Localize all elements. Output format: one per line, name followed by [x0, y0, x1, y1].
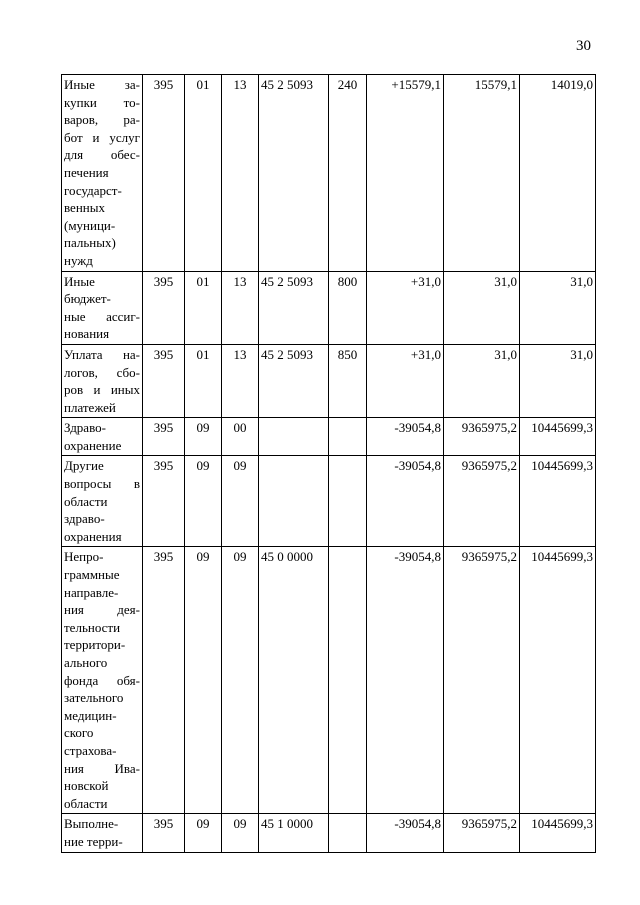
item-name-line: граммные	[64, 567, 120, 583]
item-name-line: ные ассиг-	[64, 308, 140, 324]
amount-year2-cell: 10445699,3	[520, 547, 596, 814]
item-name-line: медицин-	[64, 707, 117, 723]
subsection-cell: 00	[222, 418, 259, 456]
table-row	[62, 344, 596, 417]
budget-table	[61, 74, 596, 853]
item-name-cell	[62, 418, 143, 456]
item-name-line: венных	[64, 200, 105, 216]
change-amount-cell: -39054,8	[367, 547, 444, 814]
subsection-cell: 09	[222, 547, 259, 814]
item-name-line: зательного	[64, 690, 124, 706]
section-cell: 09	[185, 456, 222, 547]
subsection-cell: 09	[222, 456, 259, 547]
item-name-line: тельности	[64, 619, 121, 635]
change-amount-cell: -39054,8	[367, 418, 444, 456]
item-name-cell	[62, 547, 143, 814]
item-name-line: области	[64, 795, 108, 811]
section-cell: 01	[185, 271, 222, 344]
amount-year2-cell: 10445699,3	[520, 814, 596, 852]
item-name-cell	[62, 344, 143, 417]
code-cell: 395	[143, 418, 185, 456]
table-row	[62, 456, 596, 547]
item-name-line: нования	[64, 326, 110, 342]
item-name-line: Иные	[64, 273, 95, 289]
amount-year1-cell: 9365975,2	[444, 418, 520, 456]
table-row	[62, 75, 596, 272]
expense-type-cell	[329, 456, 367, 547]
amount-year1-cell: 31,0	[444, 271, 520, 344]
expense-type-cell: 800	[329, 271, 367, 344]
item-name-line: Другие	[64, 458, 104, 474]
subsection-cell: 13	[222, 75, 259, 272]
item-name-line: охранения	[64, 528, 122, 544]
amount-year1-cell: 9365975,2	[444, 814, 520, 852]
item-name-cell	[62, 271, 143, 344]
expense-type-cell	[329, 418, 367, 456]
table-row	[62, 547, 596, 814]
target-article-cell: 45 1 0000	[259, 814, 329, 852]
expense-type-cell	[329, 814, 367, 852]
item-name-cell	[62, 456, 143, 547]
section-cell: 01	[185, 344, 222, 417]
table-body	[62, 75, 596, 853]
section-cell: 01	[185, 75, 222, 272]
amount-year2-cell: 10445699,3	[520, 418, 596, 456]
item-name-line: области	[64, 493, 108, 509]
item-name-line: ского	[64, 725, 94, 741]
table-row	[62, 418, 596, 456]
item-name-line: (муници-	[64, 217, 116, 233]
item-name-line: ров и иных	[64, 382, 140, 398]
amount-year2-cell: 10445699,3	[520, 456, 596, 547]
item-name-line: здраво-	[64, 511, 105, 527]
amount-year1-cell: 31,0	[444, 344, 520, 417]
change-amount-cell: +31,0	[367, 344, 444, 417]
code-cell: 395	[143, 814, 185, 852]
expense-type-cell: 240	[329, 75, 367, 272]
subsection-cell: 13	[222, 271, 259, 344]
change-amount-cell: -39054,8	[367, 456, 444, 547]
code-cell: 395	[143, 547, 185, 814]
item-name-line: для обес-	[64, 147, 140, 163]
item-name-line: государст-	[64, 182, 122, 198]
subsection-cell: 09	[222, 814, 259, 852]
item-name-line: фонда обя-	[64, 672, 140, 688]
code-cell: 395	[143, 75, 185, 272]
item-name-line: вопросы в	[64, 476, 140, 492]
item-name-line: пальных)	[64, 235, 116, 251]
code-cell: 395	[143, 271, 185, 344]
target-article-cell	[259, 418, 329, 456]
expense-type-cell	[329, 547, 367, 814]
item-name-line: Иные за-	[64, 77, 140, 92]
subsection-cell: 13	[222, 344, 259, 417]
table-row	[62, 271, 596, 344]
amount-year1-cell: 15579,1	[444, 75, 520, 272]
item-name-line: печения	[64, 164, 109, 180]
section-cell: 09	[185, 814, 222, 852]
item-name-line: направле-	[64, 584, 119, 600]
amount-year2-cell: 31,0	[520, 344, 596, 417]
item-name-line: ального	[64, 655, 108, 670]
code-cell: 395	[143, 344, 185, 417]
item-name-line: варов, ра-	[64, 112, 140, 128]
target-article-cell: 45 2 5093	[259, 344, 329, 417]
item-name-line: страхова-	[64, 742, 117, 758]
item-name-line: Здраво-	[64, 420, 106, 436]
target-article-cell: 45 2 5093	[259, 75, 329, 272]
section-cell: 09	[185, 418, 222, 456]
expense-type-cell: 850	[329, 344, 367, 417]
table-row	[62, 814, 596, 852]
item-name-line: ния дея-	[64, 602, 140, 618]
change-amount-cell: -39054,8	[367, 814, 444, 852]
change-amount-cell: +15579,1	[367, 75, 444, 272]
code-cell: 395	[143, 456, 185, 547]
amount-year1-cell: 9365975,2	[444, 547, 520, 814]
item-name-line: новской	[64, 778, 109, 794]
target-article-cell: 45 2 5093	[259, 271, 329, 344]
change-amount-cell: +31,0	[367, 271, 444, 344]
item-name-line: бюджет-	[64, 291, 111, 307]
amount-year1-cell: 9365975,2	[444, 456, 520, 547]
item-name-line: Непро-	[64, 549, 104, 565]
target-article-cell	[259, 456, 329, 547]
item-name-cell	[62, 814, 143, 852]
item-name-line: ния Ива-	[64, 760, 140, 776]
item-name-line: нужд	[64, 252, 93, 268]
item-name-line: Выполне-	[64, 816, 119, 832]
item-name-cell	[62, 75, 143, 272]
item-name-line: логов, сбо-	[64, 364, 140, 380]
item-name-line: ние терри-	[64, 833, 123, 849]
item-name-line: платежей	[64, 399, 116, 415]
amount-year2-cell: 31,0	[520, 271, 596, 344]
item-name-line: охранение	[64, 437, 122, 453]
target-article-cell: 45 0 0000	[259, 547, 329, 814]
item-name-line: бот и услуг	[64, 129, 140, 145]
item-name-line: купки то-	[64, 94, 140, 110]
section-cell: 09	[185, 547, 222, 814]
amount-year2-cell: 14019,0	[520, 75, 596, 272]
page-number: 30	[576, 38, 591, 54]
item-name-line: территори-	[64, 637, 126, 653]
item-name-line: Уплата на-	[64, 346, 140, 362]
